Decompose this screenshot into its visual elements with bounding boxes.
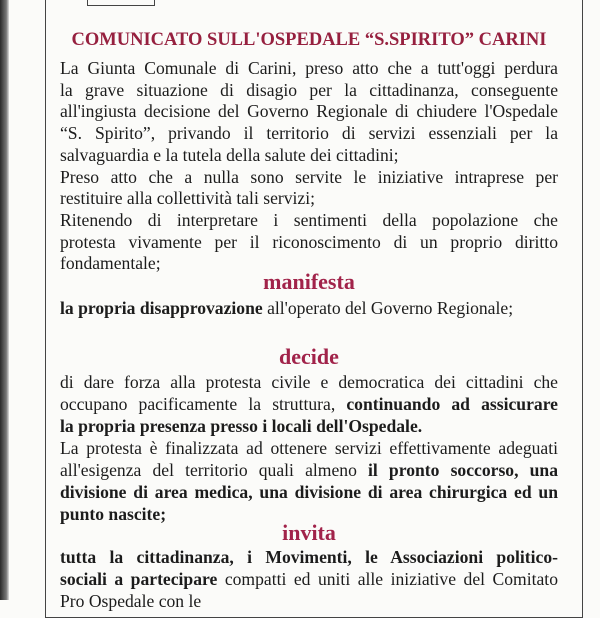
intro-line: restituire alla collettività tali servizi; <box>60 188 316 208</box>
bold-text: il pronto soccorso, una <box>368 460 558 480</box>
text: all'operato del Governo Regionale; <box>262 298 514 318</box>
bold-text: punto nascite; <box>60 504 167 524</box>
decide-line <box>60 416 558 436</box>
heading-invita: invita <box>282 520 336 545</box>
intro-line: fondamentale; <box>60 253 161 273</box>
bold-text: tutta la cittadinanza, i Movimenti, le Associazioni politico- <box>60 547 558 567</box>
decide-line <box>60 394 558 414</box>
scan-edge <box>0 0 9 600</box>
bold-text: divisione di area medica, una divisione di area chirurgica ed un <box>60 482 558 502</box>
heading-manifesta: manifesta <box>263 269 355 294</box>
intro-line: la grave situazione di disagio per la cittadinanza, conseguente <box>60 80 558 100</box>
intro-line: Preso atto che a nulla sono servite le iniziative intraprese per <box>60 167 558 187</box>
decide-line <box>60 482 558 502</box>
heading-decide: decide <box>279 344 339 369</box>
text: all'esigenza del territorio quali almeno <box>60 460 369 480</box>
decide-line: di dare forza alla protesta civile e democratica dei cittadini che <box>60 372 558 392</box>
bold-text: sociali a partecipare <box>60 569 218 589</box>
invita-line <box>60 547 558 567</box>
intro-line: Ritenendo di interpretare i sentimenti della popolazione che <box>60 210 558 230</box>
bold-text: continuando ad assicurare <box>346 394 558 414</box>
intro-line: salvaguardia e la tutela della salute dei cittadini; <box>60 145 399 165</box>
manifesta-text <box>60 298 558 318</box>
bold-text: la propria disapprovazione <box>60 298 263 318</box>
bold-text: la propria presenza presso i locali dell'Ospedale. <box>60 416 423 436</box>
text: occupano pacificamente la struttura, <box>60 394 347 414</box>
intro-line: protesta vivamente per il riconoscimento di un proprio diritto <box>60 232 558 252</box>
decide-line: La protesta è finalizzata ad ottenere servizi effettivamente adeguati <box>60 438 558 458</box>
intro-line: all'ingiusta decisione del Governo Regionale di chiudere l'Ospedale <box>60 101 558 121</box>
intro-line: “S. Spirito”, privando il territorio di servizi essenziali per la <box>60 123 558 143</box>
text: compatti ed uniti alle iniziative del Comitato <box>217 569 558 589</box>
decide-line <box>60 460 558 480</box>
intro-line: La Giunta Comunale di Carini, preso atto che a tutt'oggi perdura <box>60 58 558 78</box>
header-tab-box <box>87 0 155 6</box>
invita-line: Pro Ospedale con le <box>60 591 202 611</box>
invita-line <box>60 569 558 589</box>
document-title: COMUNICATO SULL'OSPEDALE “S.SPIRITO” CARINI <box>71 30 547 50</box>
